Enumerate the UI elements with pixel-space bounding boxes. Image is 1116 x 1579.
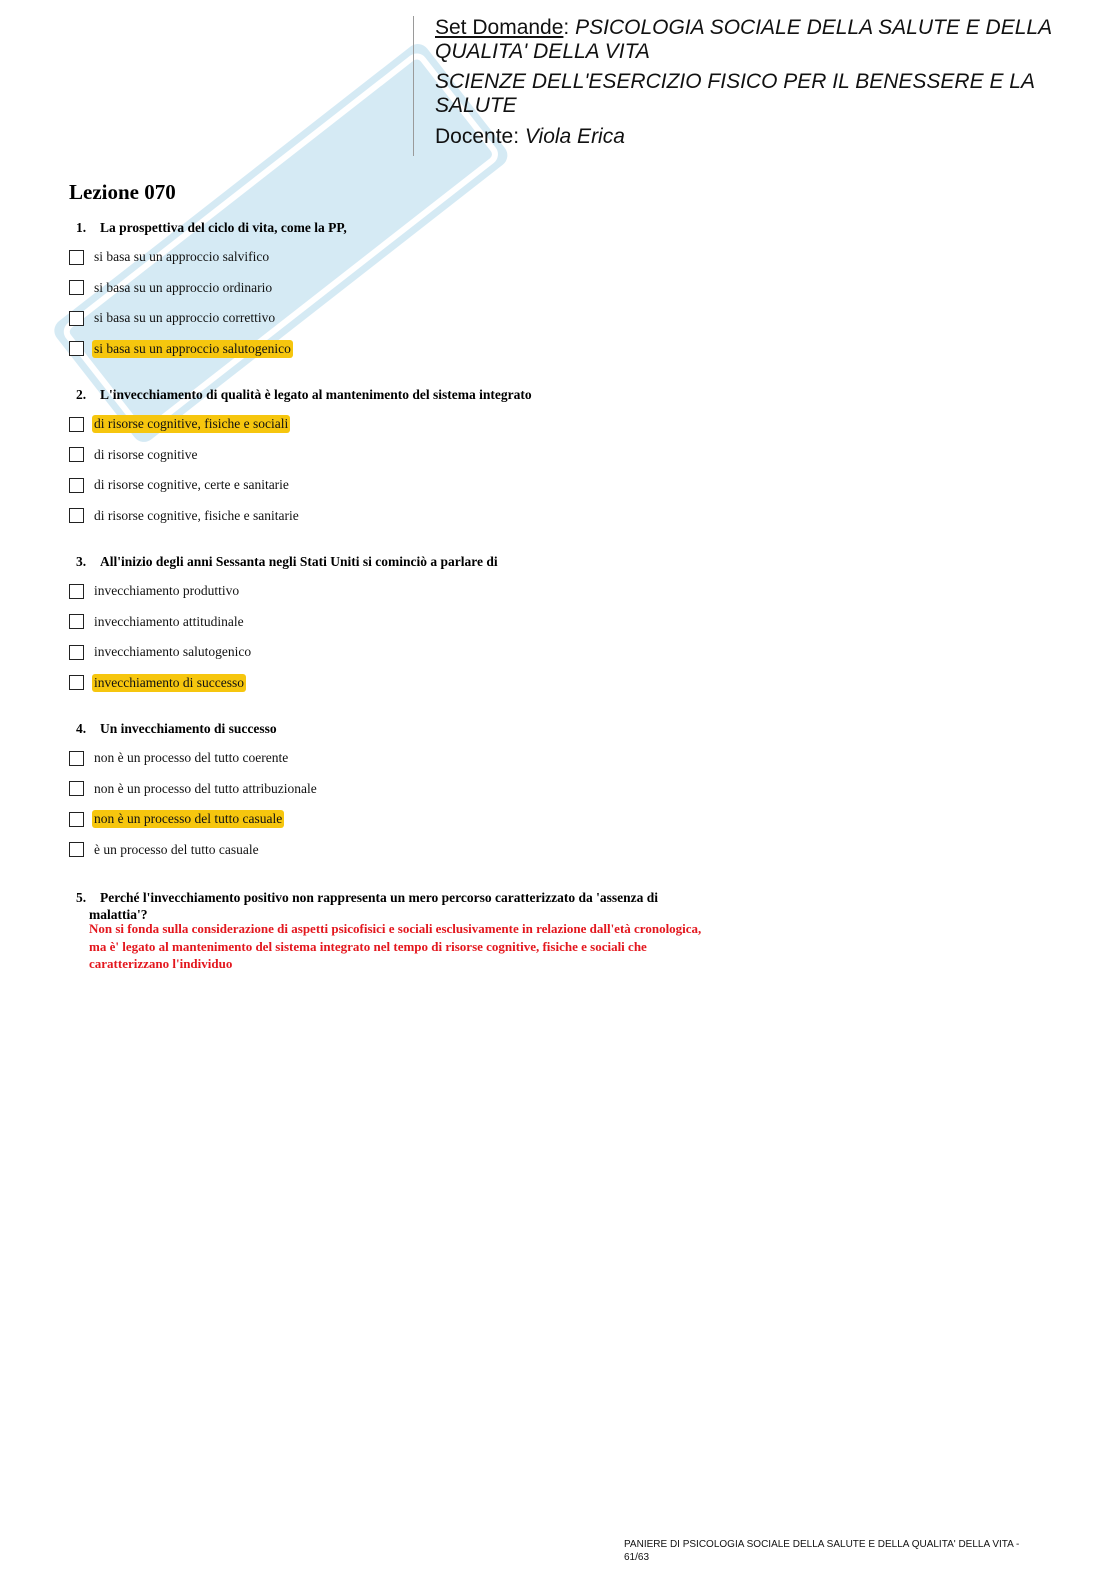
option-label: è un processo del tutto casuale — [94, 841, 259, 857]
question-title — [76, 889, 769, 923]
option-label: invecchiamento produttivo — [94, 583, 240, 599]
checkbox[interactable] — [69, 645, 84, 660]
option-label: si basa su un approccio ordinario — [94, 279, 273, 295]
option-label: invecchiamento attitudinale — [94, 613, 244, 629]
question-text: L'invecchiamento di qualità è legato al mantenimento del sistema integrato — [100, 387, 532, 402]
checkbox[interactable] — [69, 751, 84, 766]
checkbox[interactable] — [69, 614, 84, 629]
question-title — [76, 553, 769, 570]
document-header — [413, 16, 1115, 156]
course-title-line2: QUALITA' DELLA VITA — [435, 40, 650, 63]
option-label: di risorse cognitive, certe e sanitarie — [94, 477, 289, 493]
checkbox[interactable] — [69, 280, 84, 295]
answer-option[interactable] — [69, 440, 769, 471]
checkbox[interactable] — [69, 842, 84, 857]
question-text: Un invecchiamento di successo — [100, 721, 277, 736]
course-title-line1: PSICOLOGIA SOCIALE DELLA SALUTE E DELLA — [575, 16, 1053, 39]
checkbox[interactable] — [69, 508, 84, 523]
degree-line2: SALUTE — [435, 94, 517, 117]
checkbox[interactable] — [69, 584, 84, 599]
question-text-line1: Perché l'invecchiamento positivo non rappresenta un mero percorso caratterizzato da 'assenza di — [100, 890, 659, 905]
option-label: invecchiamento salutogenico — [94, 644, 252, 660]
answer-option[interactable] — [69, 501, 769, 532]
checkbox[interactable] — [69, 250, 84, 265]
answer-option[interactable] — [69, 607, 769, 638]
checkbox[interactable] — [69, 812, 84, 827]
checkbox[interactable] — [69, 341, 84, 356]
option-label: di risorse cognitive — [94, 446, 198, 462]
option-label-highlighted: di risorse cognitive, fisiche e sociali — [94, 416, 289, 432]
docente-line — [435, 125, 1115, 149]
answer-option[interactable] — [69, 637, 769, 668]
answer-option-correct[interactable] — [69, 334, 769, 365]
question-number: 3. — [76, 554, 87, 569]
option-label: di risorse cognitive, fisiche e sanitarie — [94, 507, 299, 523]
checkbox[interactable] — [69, 447, 84, 462]
answer-option[interactable] — [69, 774, 769, 805]
question-number: 5. — [76, 890, 87, 905]
answer-option[interactable] — [69, 743, 769, 774]
answer-line2: ma è' legato al mantenimento del sistema integrato nel tempo di risorse cognitive, fisiche e sociali che — [89, 938, 647, 954]
answer-option[interactable] — [69, 273, 769, 304]
answer-option[interactable] — [69, 242, 769, 273]
question-number: 2. — [76, 387, 87, 402]
answer-option[interactable] — [69, 303, 769, 334]
docente-label: Docente: — [435, 125, 520, 148]
question-title — [76, 219, 769, 236]
answer-option[interactable] — [69, 835, 769, 866]
answer-option[interactable] — [69, 470, 769, 501]
page-number: 61/63 — [624, 1552, 650, 1563]
checkbox[interactable] — [69, 311, 84, 326]
set-label: Set Domande — [435, 16, 564, 39]
answer-option-correct[interactable] — [69, 668, 769, 699]
option-label-highlighted: si basa su un approccio salutogenico — [94, 340, 291, 356]
open-answer — [89, 920, 749, 973]
answer-option-correct[interactable] — [69, 409, 769, 440]
set-separator: : — [563, 16, 570, 39]
question-5 — [69, 889, 769, 923]
answer-line3: caratterizzano l'individuo — [89, 956, 233, 971]
question-number: 1. — [76, 220, 87, 235]
page-footer — [624, 1538, 1084, 1564]
degree-line1: SCIENZE DELL'ESERCIZIO FISICO PER IL BENESSERE E LA — [435, 70, 1035, 93]
question-text: La prospettiva del ciclo di vita, come la PP, — [100, 220, 347, 235]
lesson-title: Lezione 070 — [69, 180, 176, 204]
docente-name: Viola Erica — [524, 125, 625, 148]
option-label: si basa su un approccio salvifico — [94, 249, 270, 265]
question-4 — [69, 720, 769, 865]
answer-line1: Non si fonda sulla considerazione di aspetti psicofisici e sociali esclusivamente in relazione dall'età cronologica, — [89, 921, 702, 936]
option-label-highlighted: non è un processo del tutto casuale — [94, 811, 283, 827]
option-label-highlighted: invecchiamento di successo — [94, 674, 244, 690]
checkbox[interactable] — [69, 781, 84, 796]
answer-option-correct[interactable] — [69, 804, 769, 835]
question-title — [76, 386, 769, 403]
question-1 — [69, 219, 769, 364]
question-title — [76, 720, 769, 737]
footer-title: PANIERE DI PSICOLOGIA SOCIALE DELLA SALUTE E DELLA QUALITA' DELLA VITA - — [624, 1539, 1020, 1550]
question-2 — [69, 386, 769, 531]
question-number: 4. — [76, 721, 87, 736]
question-text: All'inizio degli anni Sessanta negli Stati Uniti si cominciò a parlare di — [100, 554, 498, 569]
question-3 — [69, 553, 769, 698]
option-label: non è un processo del tutto attribuzionale — [94, 780, 317, 796]
option-label: si basa su un approccio correttivo — [94, 310, 276, 326]
option-label: non è un processo del tutto coerente — [94, 750, 289, 766]
checkbox[interactable] — [69, 417, 84, 432]
answer-option[interactable] — [69, 576, 769, 607]
checkbox[interactable] — [69, 675, 84, 690]
set-line — [435, 16, 1115, 40]
question-text-line2: malattia'? — [89, 907, 148, 922]
checkbox[interactable] — [69, 478, 84, 493]
